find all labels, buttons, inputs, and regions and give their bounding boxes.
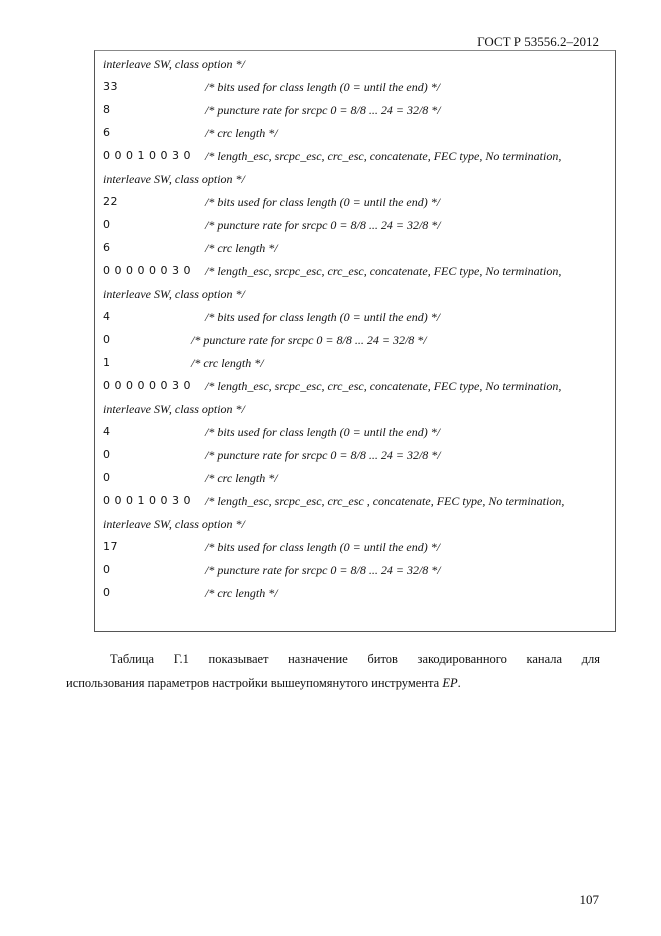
code-value: 17 (103, 540, 118, 553)
code-comment: /* crc length */ (205, 126, 278, 140)
document-header: ГОСТ Р 53556.2–2012 (477, 34, 599, 49)
code-comment: /* length_esc, srcpc_esc, crc_esc, concatenate, FEC type, No termination, (205, 149, 562, 163)
code-value: 0 (103, 563, 111, 576)
page-number: 107 (579, 892, 599, 907)
paragraph-emphasis: EP (442, 676, 458, 690)
code-row (103, 399, 245, 419)
code-value: 0 0 0 1 0 0 3 0 (103, 494, 191, 507)
code-comment: /* crc length */ (191, 356, 264, 370)
code-comment: /* bits used for class length (0 = until the end) */ (205, 80, 441, 94)
code-value: 0 0 0 1 0 0 3 0 (103, 149, 191, 162)
code-row (103, 169, 245, 189)
code-continuation: interleave SW, class option */ (103, 57, 245, 71)
code-value: 0 (103, 448, 111, 461)
body-paragraph-line-2 (66, 676, 600, 691)
code-value: 0 0 0 0 0 0 3 0 (103, 379, 191, 392)
code-comment: /* puncture rate for srcpc 0 = 8/8 ... 24 = 32/8 */ (191, 333, 427, 347)
code-row (103, 54, 245, 74)
code-comment: /* length_esc, srcpc_esc, crc_esc , concatenate, FEC type, No termination, (205, 494, 565, 508)
code-comment: /* length_esc, srcpc_esc, crc_esc, concatenate, FEC type, No termination, (205, 264, 562, 278)
code-value: 6 (103, 126, 111, 139)
code-value: 33 (103, 80, 118, 93)
code-comment: /* puncture rate for srcpc 0 = 8/8 ... 24 = 32/8 */ (205, 563, 441, 577)
code-comment: /* bits used for class length (0 = until the end) */ (205, 540, 441, 554)
code-comment: /* crc length */ (205, 241, 278, 255)
code-continuation: interleave SW, class option */ (103, 517, 245, 531)
code-comment: /* puncture rate for srcpc 0 = 8/8 ... 24 = 32/8 */ (205, 448, 441, 462)
code-value: 22 (103, 195, 118, 208)
code-listing-box (94, 50, 616, 632)
code-comment: /* crc length */ (205, 586, 278, 600)
code-comment: /* bits used for class length (0 = until the end) */ (205, 425, 441, 439)
paragraph-text: использования параметров настройки вышеупомянутого инструмента (66, 676, 443, 690)
code-value: 4 (103, 425, 111, 438)
code-value: 0 0 0 0 0 0 3 0 (103, 264, 191, 277)
code-continuation: interleave SW, class option */ (103, 287, 245, 301)
body-paragraph-line-1: Таблица Г.1 показывает назначение битов закодированного канала для (110, 652, 600, 666)
code-value: 8 (103, 103, 111, 116)
code-value: 0 (103, 333, 111, 346)
code-row (103, 284, 245, 304)
code-comment: /* puncture rate for srcpc 0 = 8/8 ... 24 = 32/8 */ (205, 218, 441, 232)
code-value: 0 (103, 471, 111, 484)
code-value: 4 (103, 310, 111, 323)
code-value: 1 (103, 356, 111, 369)
code-comment: /* bits used for class length (0 = until the end) */ (205, 310, 441, 324)
code-value: 0 (103, 218, 111, 231)
code-continuation: interleave SW, class option */ (103, 402, 245, 416)
code-comment: /* puncture rate for srcpc 0 = 8/8 ... 24 = 32/8 */ (205, 103, 441, 117)
code-comment: /* bits used for class length (0 = until the end) */ (205, 195, 441, 209)
paragraph-end: . (457, 676, 461, 690)
code-value: 0 (103, 586, 111, 599)
code-row (103, 514, 245, 534)
code-comment: /* length_esc, srcpc_esc, crc_esc, concatenate, FEC type, No termination, (205, 379, 562, 393)
code-comment: /* crc length */ (205, 471, 278, 485)
code-value: 6 (103, 241, 111, 254)
code-continuation: interleave SW, class option */ (103, 172, 245, 186)
